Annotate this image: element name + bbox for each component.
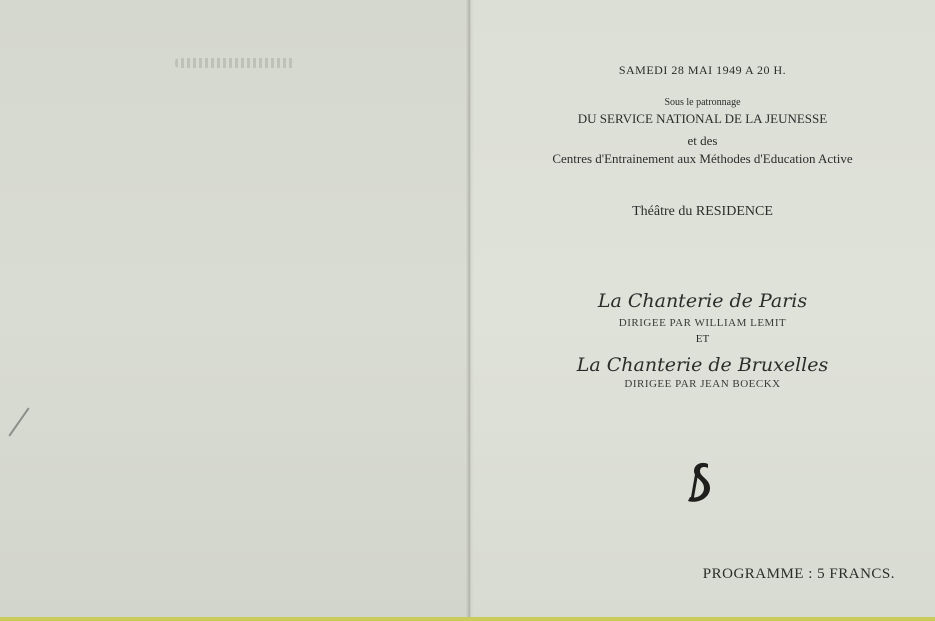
treble-s-emblem-icon bbox=[682, 460, 716, 504]
choir-paris-director: DIRIGEE PAR WILLIAM LEMIT bbox=[618, 317, 787, 329]
venue-name: Théâtre du RESIDENCE bbox=[632, 204, 773, 219]
choir-bruxelles-director: DIRIGEE PAR JEAN BOECKX bbox=[624, 378, 781, 390]
choir-bruxelles-name: La Chanterie de Bruxelles bbox=[576, 354, 829, 376]
program-cover-text bbox=[470, 0, 935, 621]
scan-edge-band bbox=[0, 617, 935, 621]
patronage-centres: Centres d'Entrainement aux Méthodes d'Education Active bbox=[552, 151, 853, 166]
faded-stamp bbox=[175, 58, 295, 68]
pencil-mark bbox=[8, 408, 29, 437]
patronage-conjunction: et des bbox=[687, 133, 718, 148]
patronage-service: DU SERVICE NATIONAL DE LA JEUNESSE bbox=[577, 111, 828, 126]
patronage-intro: Sous le patronnage bbox=[664, 97, 741, 108]
programme-price: PROGRAMME : 5 FRANCS. bbox=[702, 566, 895, 582]
event-date: SAMEDI 28 MAI 1949 A 20 H. bbox=[618, 63, 787, 77]
choirs-separator: ET bbox=[695, 333, 710, 345]
choir-paris-name: La Chanterie de Paris bbox=[597, 290, 808, 312]
